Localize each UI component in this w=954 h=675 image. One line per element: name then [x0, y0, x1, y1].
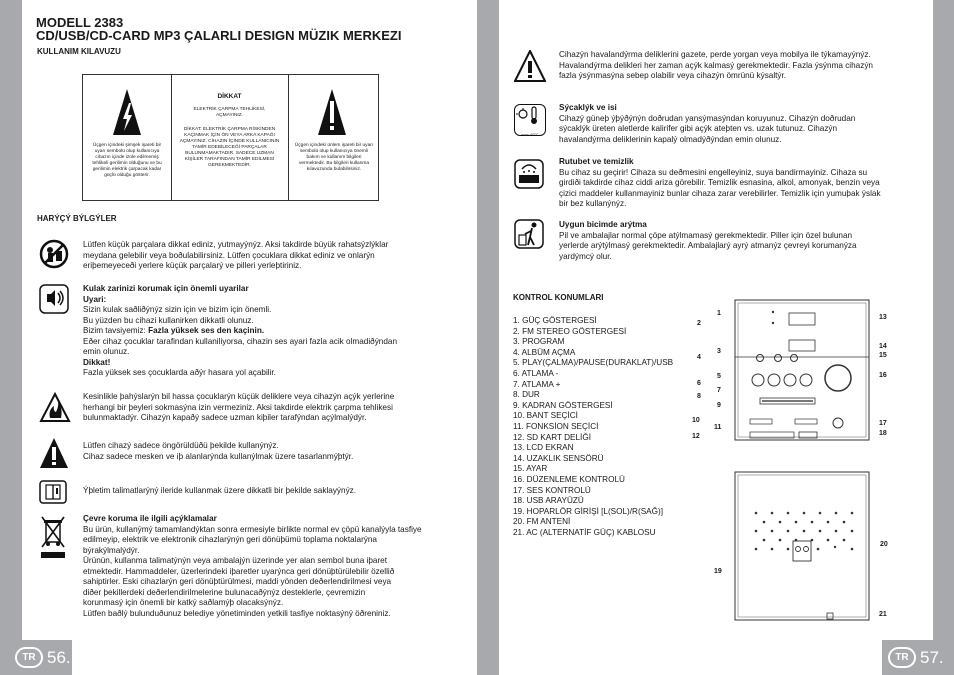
text-line: Bu cihaz su geçirir! Cihaza su deðmesini engelleyiniz, suya bandirmayiniz. Cihaza su	[559, 167, 868, 177]
diagram-number: 11	[714, 424, 722, 431]
control-item: 21. AC (ALTERNATİF GÜÇ) KABLOSU	[513, 527, 656, 537]
text-line: meydana gelebilir veya boðulabilirsiniz. Lütfen çocuklara dikkat ediniz ve onlarýn	[83, 250, 375, 260]
section-heading: Uygun bicimde arýtma	[559, 220, 647, 229]
text-line: eriþemeyeceði yerlere küçük parçalarý ve pilleri yerleþtiriniz.	[83, 261, 302, 270]
lightning-warning-icon	[111, 87, 143, 137]
text-line: sahiptirler. Eski cihazlarýn geri dönüþtürülmesi, maddi yönden deðerlendirilmesi veya	[83, 577, 392, 586]
left-gray-band	[0, 0, 22, 675]
warning-center-title: DİKKAT	[217, 93, 242, 100]
control-item: 5. PLAY(ÇALMA)/PAUSE(DURAKLAT)/USB	[513, 358, 674, 368]
section-heading: Sýcaklýk ve isi	[559, 103, 617, 112]
control-item: 18. USB ARAYÜZÜ	[513, 496, 584, 506]
text-line: Lütfen baðlý bulunduðunuz belediye yönetiminden yetkili tasfiye noktasýný öðreniniz.	[83, 608, 391, 618]
tr-badge: TR	[888, 647, 916, 668]
diagram-number: 19	[714, 568, 722, 575]
text-line: Sizin kulak saðliðýnýz sizin için ve bizim için önemli.	[83, 305, 272, 314]
control-item: 20. FM ANTENİ	[513, 517, 571, 527]
text-line: Lütfen küçük parçalara dikkat ediniz, yutmayýnýz. Aksi takdirde büyük rahatsýzlýklar	[83, 240, 389, 249]
dikkat-text: Fazla yüksek ses çocuklarda aðýr hasara yol açabilir.	[83, 368, 276, 377]
diagram-number: 21	[879, 611, 887, 618]
center-gray-divider	[477, 0, 499, 675]
control-item: 17. SES KONTROLÜ	[513, 485, 591, 495]
recycle-bin-icon	[39, 514, 67, 560]
manual-title: KULLANIM KILAVUZU	[37, 47, 121, 56]
text-line: etmektedir. Hammaddeler, üzerlerindeki iþaretler uyarýnca geri dönüþtürülebilir özellið	[83, 566, 395, 576]
section-manual-text	[83, 486, 356, 497]
text-line: Eðer cihaz çocuklar tarafindan kullaniliyorsa, cihazin ses ayari fazla acik olmadiðýndan	[83, 336, 398, 346]
text-line: Cihaz sadece mesken ve iþ alanlarýnda kullanýlmak üzere tasarlanmýþtýr.	[83, 451, 354, 461]
front-panel-diagram	[700, 295, 900, 455]
text-line: diðer þekillerdeki deðerlendirilmelerine bulunacaðýnýz desteklerle, çevremizin	[83, 587, 366, 597]
section-disposal-text	[559, 220, 857, 262]
left-page-badge	[15, 647, 71, 668]
text-line: havalandýrma deliklerinin kapalý olmadýðýndan emin olunuz.	[559, 134, 782, 144]
control-item: 16. DÜZENLEME KONTROLÜ	[513, 474, 625, 484]
text-line: bir bez kullanýnýz.	[559, 199, 627, 208]
text-line: yerlerde arýtýlmasý gerekmektedir. Ambalajlarý ayrý atmanýz çevreyi korumanýza	[559, 241, 857, 250]
diagram-number: 10	[692, 417, 700, 424]
text-line: býrakýlmalýdýr.	[83, 545, 140, 555]
text-line: Bu ürün, kullanýmý tamamlandýktan sonra ermesiyle birlikte normal ev çöpü kanalýyla tasfiye	[83, 524, 422, 534]
control-item: 7. ATLAMA +	[513, 379, 561, 389]
bold-tail: Fazla yüksek ses den kaçinin.	[148, 326, 265, 335]
control-item: 11. FONKSİON SEÇİCİ	[513, 421, 599, 431]
text-line: emin olunuz.	[83, 347, 130, 356]
product-title: CD/USB/CD-CARD MP3 ÇALARLI DESIGN MÜZIK MERKEZI	[36, 28, 402, 43]
warning-triangle-icon	[39, 437, 69, 469]
text-line: Cihazý güneþ ýþýðýnýn doðrudan yansýmasýndan koruyunuz. Cihazýn doðrudan	[559, 113, 856, 123]
ventilation-warning-icon	[514, 50, 546, 82]
text-line: edilmeyip, elektrik ve elektronik cihazlarýnýn geri dönüþümü toplama noktalarýna	[83, 535, 377, 544]
warning-center-line1: ELEKTRİK ÇARPMA TEHLİKESİ, AÇMAYINIZ.	[193, 107, 266, 118]
text-line: Lütfen cihazý sadece öngörüldüðü þekilde kullanýnýz.	[83, 441, 279, 450]
diagram-number: 12	[692, 433, 700, 440]
control-item: 10. BANT SEÇİCİ	[513, 411, 578, 421]
right-page-number: 57.	[920, 647, 944, 667]
control-item: 4. ALBÜM AÇMA	[513, 347, 576, 357]
diagram-number: 2	[697, 320, 701, 327]
left-page-number: 56.	[47, 647, 71, 667]
control-item: 6. ATLAMA -	[513, 368, 559, 378]
manual-icon	[39, 480, 67, 504]
text-line: sýcaklýk üreten aletlerde kalirifer gibi açýk ateþten vs. uzak tutunuz. Cihazýn	[559, 124, 838, 133]
diagram-number: 15	[879, 352, 887, 359]
section-moisture-text	[559, 157, 881, 210]
section-environment-text	[83, 514, 422, 619]
text-line: Ürünün, kullanma talimatýnýn veya ambalajýn üzerinde yer alan sembol buna iþaret	[83, 556, 388, 565]
temp-label: max 40°C	[521, 132, 539, 137]
disposal-icon	[514, 219, 544, 249]
tr-badge: TR	[15, 647, 43, 668]
right-page-badge	[888, 647, 944, 668]
text-line: herhangi bir þeyleri sokmasýna izin vermeziniz. Aksi takdirde elektrik çarpma tehlikesi	[83, 402, 393, 412]
warning-center-column	[171, 75, 289, 200]
section-hearing-text	[83, 284, 397, 379]
control-item: 9. KADRAN GÖSTERGESİ	[513, 400, 613, 410]
diagram-number: 9	[717, 402, 721, 409]
warning-right-column	[288, 75, 378, 200]
control-item: 14. UZAKLIK SENSÖRÜ	[513, 453, 604, 463]
control-item: 3. PROGRAM	[513, 337, 565, 347]
diagram-number: 13	[879, 314, 887, 321]
control-item: 19. HOPARLÖR GİRİŞİ [L(SOL)/R(SAĞ)]	[513, 506, 663, 516]
text-line: yardýmcý olur.	[559, 251, 612, 261]
text-line: çizici maddeler kullanmayiniz bunlar cihaza zarar verebilirler. Temizlik için yumuþak ýslak	[559, 188, 881, 198]
text-line: fazla ýsýnmasýna sebep olabilir veya cihazýn ömrünü kýsaltýr.	[559, 71, 787, 80]
diagram-number: 18	[879, 430, 887, 437]
text-line: Ýþletim talimatlarýný ileride kullanmak üzere dikkatli bir þekilde saklayýnýz.	[83, 486, 357, 495]
warning-center-line2: DİKKAT: ELEKTRİK ÇARPMA RİSKİNDEN KAÇINMAK İÇİN ÖN VEYA ARKA KAPAĞI AÇMAYINIZ. CİHAZIN İÇİNDE KULLANICININ TAMİR EDEBİLECEĞİ PARÇALAR BULUNMAMAKTADIR. SADECE UZMAN KİŞİLER TARAFINDAN TAMİR EDİLMESİ GEREKMEKTEDİR.	[179, 127, 280, 168]
control-item: 8. DUR	[513, 390, 540, 400]
warning-right-text: Üçgen içindeki ünlem işareti bir uyarı sembolü olup kullanıcıya önemli bakım ve kullanım bilgileri vermektedir. Bu bilgileri kullanma kılavuzunda bulabilirsiniz.	[294, 143, 374, 172]
control-item: 2. FM STEREO GÖSTERGESİ	[513, 326, 627, 336]
section-heading: Çevre koruma ile ilgili açýklamalar	[83, 514, 217, 523]
right-gray-band	[933, 0, 954, 675]
diagram-number: 20	[880, 541, 888, 548]
section-subheading: Uyari:	[83, 294, 107, 304]
control-item: 13. LCD EKRAN	[513, 443, 574, 453]
dikkat-label: Dikkat!	[83, 357, 111, 367]
child-danger-icon	[39, 239, 69, 269]
text-line: korunmasý için önemli bir katký saðlamýþ olacaksýnýz.	[83, 598, 284, 607]
text-line: Kesinlikle þahýslarýn bil hassa çocuklarýn küçük deliklere veya cihazýn açýk yerlerine	[83, 392, 395, 401]
section-heading: Kulak zarinizi korumak için önemli uyarilar	[83, 284, 249, 293]
warnings-heading: HARÝÇÝ BÝLGÝLER	[37, 214, 117, 223]
text-line: Havalandýrma delikleri her zaman açýk kalmasý gerekmektedir. Fazla ýsýnma cihazýn	[559, 60, 873, 70]
controls-list	[513, 316, 673, 538]
diagram-number: 1	[717, 310, 721, 317]
diagram-number: 8	[697, 393, 701, 400]
diagram-number: 7	[717, 387, 721, 394]
diagram-number: 17	[879, 420, 887, 427]
text-line: Bizim tavsiyemiz:	[83, 326, 149, 335]
temperature-icon	[514, 104, 546, 136]
fire-hazard-icon	[39, 392, 71, 424]
thermometer-icon	[515, 105, 545, 127]
hearing-icon	[39, 284, 69, 314]
warning-box	[82, 74, 379, 201]
diagram-number: 6	[697, 380, 701, 387]
text-line: Cihazýn havalandýrma deliklerini gazete, perde yorgan veya mobilya ile týkamayýnýz.	[559, 50, 871, 59]
section-heading: Rutubet ve temizlik	[559, 157, 634, 166]
control-item: 1. GÜÇ GÖSTERGESİ	[513, 316, 597, 325]
diagram-number: 14	[879, 343, 887, 350]
controls-heading: KONTROL KONUMLARI	[513, 293, 604, 302]
text-line: bulunmaktadýr. Cihazýn kapaðý sadece uzman kiþiler tarafýndan açýlmalýdýr.	[83, 413, 367, 422]
diagram-number: 4	[697, 354, 701, 361]
warning-left-column	[83, 75, 172, 200]
back-panel-diagram	[700, 465, 900, 625]
text-line-with-bold	[83, 326, 397, 337]
section-fire-text	[83, 392, 394, 424]
section-ventilation-text	[559, 50, 873, 82]
text-line: girdiði takdirde cihaz ciddi ariza görebilir. Temizlik esnasina, alkol, amonyak, benzin veya	[559, 178, 880, 187]
section-usage-text	[83, 441, 353, 462]
section-temperature-text	[559, 103, 855, 145]
exclamation-warning-icon	[316, 87, 348, 137]
warning-left-text: Üçgen içindeki şimşek işareti bir uyarı sembolü olup kullanıcıya cihazın içinde izole edilmemiş tehlikeli gerilimin olduğunu ve bu gerilimin elektrik çarpacak kadar güçlü olduğu gösterir.	[92, 143, 162, 178]
section-child-text	[83, 240, 388, 272]
diagram-number: 3	[717, 348, 721, 355]
diagram-number: 5	[717, 373, 721, 380]
text-line: Pil ve ambalajlar normal çöpe atýlmamasý gerekmektedir. Piller için özel bulunan	[559, 230, 853, 240]
text-line: Bu yüzden bu cihazi kullanirken dikkatli olunuz.	[83, 315, 254, 325]
control-item: 15. AYAR	[513, 464, 548, 474]
control-item: 12. SD KART DELİĞİ	[513, 432, 591, 442]
model-title: MODELL 2383	[36, 15, 124, 30]
moisture-icon	[514, 159, 544, 189]
diagram-number: 16	[879, 372, 887, 379]
